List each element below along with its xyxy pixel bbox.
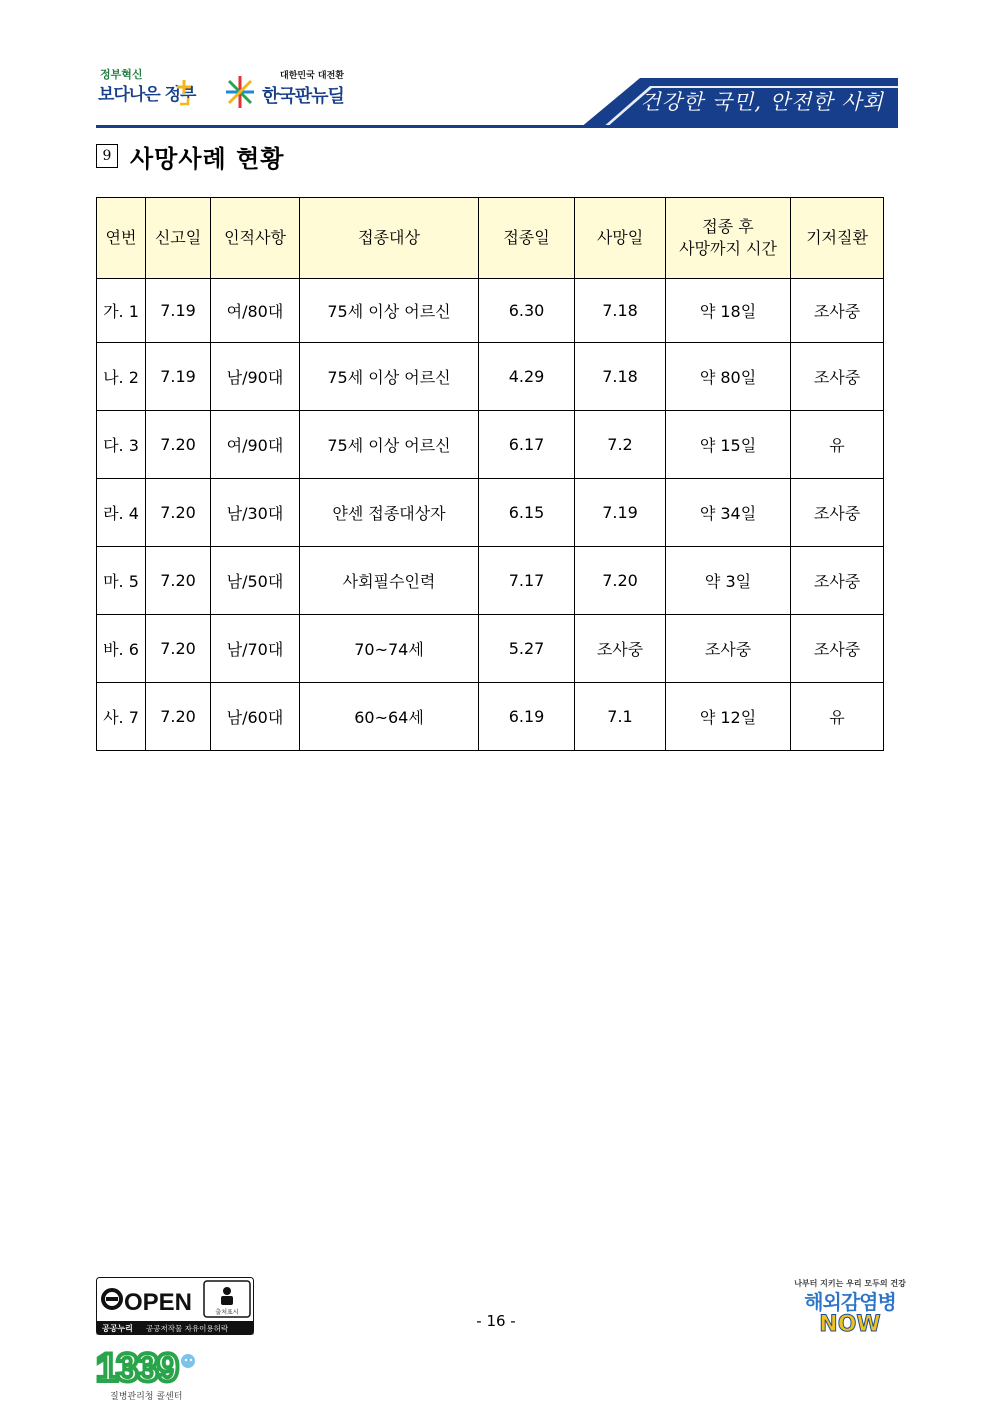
page-header xyxy=(0,0,992,130)
cell-time-to-death: 조사중 xyxy=(666,615,791,683)
header-divider xyxy=(96,125,898,128)
table-header-row xyxy=(97,198,884,279)
korean-new-deal-logo xyxy=(222,66,362,112)
page-number: - 16 - xyxy=(476,1312,516,1330)
license-badge: 출처표시 xyxy=(215,1309,239,1316)
table-row xyxy=(97,615,884,683)
table-row xyxy=(97,279,884,343)
section-number: 9 xyxy=(96,144,118,168)
cell-report-date: 7.19 xyxy=(146,343,211,411)
cell-serial: 라. 4 xyxy=(97,479,146,547)
cell-death-date: 7.19 xyxy=(575,479,666,547)
col-header-time-to-death: 접종 후 사망까지 시간 xyxy=(666,198,791,279)
cell-serial: 사. 7 xyxy=(97,683,146,751)
cell-underlying-disease: 유 xyxy=(791,683,884,751)
cell-time-to-death: 약 15일 xyxy=(666,411,791,479)
cell-personal-info: 남/70대 xyxy=(211,615,300,683)
cell-vaccination-target: 60~64세 xyxy=(300,683,479,751)
cell-time-to-death: 약 3일 xyxy=(666,547,791,615)
cell-vaccination-target: 75세 이상 어르신 xyxy=(300,343,479,411)
cell-underlying-disease: 조사중 xyxy=(791,279,884,343)
cell-personal-info: 여/80대 xyxy=(211,279,300,343)
section-heading xyxy=(96,140,284,172)
cell-vaccination-target: 사회필수인력 xyxy=(300,547,479,615)
cell-vaccination-date: 4.29 xyxy=(479,343,575,411)
col-header-vaccination-target: 접종대상 xyxy=(300,198,479,279)
table-row xyxy=(97,411,884,479)
cell-report-date: 7.20 xyxy=(146,683,211,751)
cell-time-to-death: 약 80일 xyxy=(666,343,791,411)
callcenter-1339-logo xyxy=(96,1343,216,1405)
col-header-death-date: 사망일 xyxy=(575,198,666,279)
cell-vaccination-target: 75세 이상 어르신 xyxy=(300,411,479,479)
cell-vaccination-date: 7.17 xyxy=(479,547,575,615)
cell-time-to-death: 약 34일 xyxy=(666,479,791,547)
travel-name: 해외감염병 xyxy=(804,1290,896,1314)
logo1-caption: 정부혁신 xyxy=(100,68,143,81)
cell-report-date: 7.20 xyxy=(146,615,211,683)
col-header-serial: 연번 xyxy=(97,198,146,279)
table-row xyxy=(97,343,884,411)
kogl-open-license-logo xyxy=(96,1277,254,1335)
cell-serial: 나. 2 xyxy=(97,343,146,411)
cell-personal-info: 남/30대 xyxy=(211,479,300,547)
license-bar-right: 공공저작물 자유이용허락 xyxy=(146,1324,229,1333)
cell-report-date: 7.20 xyxy=(146,479,211,547)
cell-serial: 마. 5 xyxy=(97,547,146,615)
logo2-caption: 대한민국 대전환 xyxy=(280,71,344,81)
cell-death-date: 7.20 xyxy=(575,547,666,615)
callcenter-caption: 질병관리청 콜센터 xyxy=(110,1392,183,1402)
col-header-vaccination-date: 접종일 xyxy=(479,198,575,279)
open-word: OPEN xyxy=(124,1289,193,1316)
travel-now: NOW xyxy=(819,1312,881,1337)
cell-underlying-disease: 유 xyxy=(791,411,884,479)
cell-serial: 바. 6 xyxy=(97,615,146,683)
table-row xyxy=(97,547,884,615)
col-header-report-date: 신고일 xyxy=(146,198,211,279)
logo1-title: 보다나은 정부 xyxy=(98,85,196,105)
death-cases-table xyxy=(96,197,884,751)
cell-report-date: 7.19 xyxy=(146,279,211,343)
cell-time-to-death: 약 18일 xyxy=(666,279,791,343)
cell-vaccination-target: 70~74세 xyxy=(300,615,479,683)
cell-vaccination-date: 5.27 xyxy=(479,615,575,683)
overseas-infection-now-logo xyxy=(788,1278,912,1340)
cell-report-date: 7.20 xyxy=(146,411,211,479)
star-burst-icon xyxy=(222,74,258,110)
cell-death-date: 7.18 xyxy=(575,343,666,411)
cell-underlying-disease: 조사중 xyxy=(791,547,884,615)
cell-report-date: 7.20 xyxy=(146,547,211,615)
cell-personal-info: 남/50대 xyxy=(211,547,300,615)
cell-vaccination-target: 얀센 접종대상자 xyxy=(300,479,479,547)
cell-death-date: 7.18 xyxy=(575,279,666,343)
cell-personal-info: 남/90대 xyxy=(211,343,300,411)
table-row xyxy=(97,683,884,751)
travel-tagline: 나부터 지키는 우리 모두의 건강 xyxy=(794,1279,906,1288)
license-bar-left: 공공누리 xyxy=(102,1324,133,1333)
cell-serial: 다. 3 xyxy=(97,411,146,479)
cell-vaccination-date: 6.17 xyxy=(479,411,575,479)
section-title: 사망사례 현황 xyxy=(130,144,285,173)
callcenter-number xyxy=(96,1343,216,1389)
slogan-text: 건강한 국민, 안전한 사회 xyxy=(640,90,884,114)
cell-serial: 가. 1 xyxy=(97,279,146,343)
cell-vaccination-target: 75세 이상 어르신 xyxy=(300,279,479,343)
cell-underlying-disease: 조사중 xyxy=(791,615,884,683)
cell-personal-info: 여/90대 xyxy=(211,411,300,479)
table-row xyxy=(97,479,884,547)
callcenter-digits: 1339 xyxy=(96,1346,177,1389)
cell-vaccination-date: 6.15 xyxy=(479,479,575,547)
cell-death-date: 조사중 xyxy=(575,615,666,683)
cell-underlying-disease: 조사중 xyxy=(791,479,884,547)
cell-time-to-death: 약 12일 xyxy=(666,683,791,751)
cell-vaccination-date: 6.19 xyxy=(479,683,575,751)
cell-underlying-disease: 조사중 xyxy=(791,343,884,411)
logo2-title: 한국판뉴딜 xyxy=(262,86,344,107)
col-header-underlying-disease: 기저질환 xyxy=(791,198,884,279)
col-header-personal-info: 인적사항 xyxy=(211,198,300,279)
cell-death-date: 7.1 xyxy=(575,683,666,751)
cell-personal-info: 남/60대 xyxy=(211,683,300,751)
gov-innovation-logo xyxy=(98,66,208,112)
cell-vaccination-date: 6.30 xyxy=(479,279,575,343)
plus-bracket-icon xyxy=(154,78,192,106)
cell-death-date: 7.2 xyxy=(575,411,666,479)
